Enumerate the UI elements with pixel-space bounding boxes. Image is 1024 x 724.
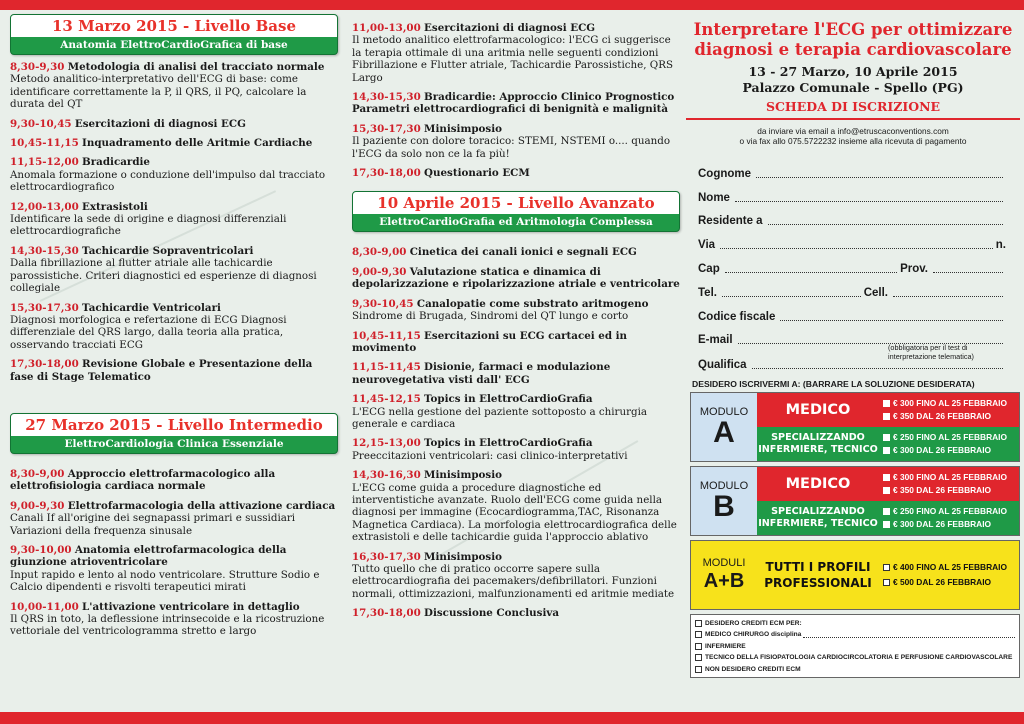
module-ab-price-early[interactable] — [883, 560, 1019, 575]
program-description: L'ECG come guida a procedure diagnostiche ed interventistiche avanzate. Ruolo dell'ECG come guida nella diagnosi per immagine (Ecocardiogramma,TAC, Risonanza Magnetica Cardiaca). La morfologia elettrocardiografica delle extrasistoli e delle tachicardie guida l'approccio ablativo — [352, 481, 677, 544]
program-item — [10, 500, 338, 537]
day1-header — [10, 14, 338, 55]
program-title: Canalopatie come substrato aritmogeno — [416, 297, 649, 310]
checkbox-icon[interactable] — [883, 521, 890, 528]
program-item — [352, 551, 680, 601]
via-field[interactable] — [698, 227, 1006, 251]
cognome-label: Cognome — [698, 167, 752, 180]
program-time: 10,45-11,15 — [352, 329, 421, 342]
price-text: € 350 DAL 26 FEBBRAIO — [893, 411, 992, 422]
program-time: 14,30-15,30 — [352, 91, 421, 104]
send-instructions-fax: o via fax allo 075.5722232 insieme alla ricevuta di pagamento — [739, 136, 967, 146]
program-time: 10,45-11,15 — [10, 137, 79, 150]
checkbox-icon[interactable] — [695, 643, 702, 650]
module-ab-profiles — [757, 541, 879, 609]
ecm-text: DESIDERO CREDITI ECM PER: — [705, 619, 802, 627]
checkbox-icon[interactable] — [883, 447, 890, 454]
cognome-line[interactable] — [756, 166, 1003, 178]
program-time: 8,30-9,30 — [10, 61, 65, 73]
program-title: Topics in ElettroCardioGrafia — [424, 393, 593, 406]
checkbox-icon[interactable] — [883, 400, 890, 407]
program-item — [10, 245, 338, 295]
program-title: Bradicardie: Approccio Clinico Prognostico Parametri elettrocardiografici di benignità e malignità — [352, 91, 675, 116]
program-title: Questionario ECM — [424, 167, 530, 180]
program-description: Preeccitazioni ventricolari: casi clinico-interpretativi — [352, 449, 628, 462]
discipline-line[interactable] — [803, 632, 1015, 638]
program-item — [352, 361, 680, 386]
program-description: Il paziente con dolore toracico: STEMI, NSTEMI o.... quando l'ECG da solo non ce la fa più! — [352, 135, 671, 160]
red-divider — [686, 118, 1020, 120]
cell-label: Cell. — [863, 286, 888, 299]
program-title: Tachicardie Sopraventricolari — [82, 244, 254, 257]
program-title: Esercitazioni di diagnosi ECG — [424, 22, 596, 34]
price-text: € 400 FINO AL 25 FEBBRAIO — [893, 562, 1008, 573]
program-time: 9,30-10,00 — [10, 543, 72, 556]
day3-subtitle: ElettroCardioGrafia ed Aritmologia Complessa — [379, 216, 653, 229]
ecm-option-want[interactable] — [695, 617, 1015, 629]
program-description: Identificare la sede di origine e diagnosi differenziali elettrocardiografiche — [10, 213, 287, 238]
nome-line[interactable] — [735, 190, 1003, 202]
program-title: Extrasistoli — [82, 200, 148, 213]
program-title: Minisimposio — [424, 469, 503, 482]
module-a-spec-label — [757, 427, 879, 461]
program-description: Il metodo analitico elettrofarmacologico: l'ECG ci suggerisce la terapia ottimale di una aritmia nelle seguenti condizioni Fibrillazione e Flutter atriale, Tachicardie Parossistiche, QRS Largo — [352, 34, 674, 84]
module-ab-label — [691, 541, 757, 609]
module-a-word: MODULO — [699, 406, 749, 419]
module-b-spec-label — [757, 501, 879, 535]
program-description: Diagnosi morfologica e refertazione di ECG Diagnosi differenziale del QRS largo, dalla teoria alla pratica, osservando tracciati ECG — [10, 313, 287, 351]
program-time: 17,30-18,00 — [352, 167, 421, 180]
tel-field[interactable] — [698, 275, 1006, 299]
program-time: 8,30-9,00 — [10, 467, 65, 480]
module-b-word: MODULO — [699, 480, 749, 493]
send-instructions — [686, 126, 1020, 146]
course-dates — [686, 64, 1020, 96]
module-b-spec-price-early[interactable] — [883, 505, 1019, 518]
program-time: 17,30-18,00 — [352, 607, 421, 620]
program-time: 14,30-15,30 — [10, 244, 79, 257]
program-description: Canali If all'origine dei segnapassi primari e sussidiari Variazioni della frequenza sinusale — [10, 512, 296, 537]
program-title: Disionie, farmaci e modulazione neurovegetativa visti dall' ECG — [352, 361, 611, 386]
program-item — [352, 266, 680, 291]
cell-line[interactable] — [893, 285, 1003, 297]
price-text: € 300 DAL 26 FEBBRAIO — [893, 445, 992, 456]
program-time: 8,30-9,00 — [352, 246, 407, 259]
program-title: Esercitazioni di diagnosi ECG — [74, 117, 246, 130]
checkbox-icon[interactable] — [695, 666, 702, 673]
module-a-medico-label: MEDICO — [785, 402, 851, 419]
ecm-text: MEDICO CHIRURGO disciplina — [705, 631, 802, 639]
program-time: 15,30-17,30 — [10, 301, 79, 314]
module-ab-price-late[interactable] — [883, 575, 1019, 590]
day3-header — [352, 191, 680, 232]
ecm-option-none[interactable] — [695, 664, 1015, 676]
checkbox-icon[interactable] — [883, 564, 890, 571]
checkbox-icon[interactable] — [695, 631, 702, 638]
program-description: Sindrome di Brugada, Sindromi del QT lungo e corto — [352, 310, 629, 323]
day2-program — [10, 468, 338, 638]
spec-line-1: SPECIALIZZANDO — [771, 432, 865, 444]
day1-program — [10, 61, 338, 383]
program-item — [10, 137, 338, 149]
program-time: 17,30-18,00 — [10, 358, 79, 371]
email-label: E-mail — [698, 334, 733, 347]
day2-title: 27 Marzo 2015 - Livello Intermedio — [11, 414, 337, 436]
module-a-medico-price-early[interactable] — [883, 397, 1019, 410]
ecm-option-tecnico[interactable] — [695, 652, 1015, 664]
checkbox-icon[interactable] — [695, 654, 702, 661]
nome-label: Nome — [698, 191, 730, 204]
day1-title: 13 Marzo 2015 - Livello Base — [11, 15, 337, 37]
qualifica-label: Qualifica — [698, 359, 747, 372]
program-title: Anatomia elettrofarmacologica della giunzione atrioventricolare — [10, 543, 287, 569]
program-time: 14,30-16,30 — [352, 469, 421, 482]
module-ab — [690, 540, 1020, 610]
module-a-letter: A — [713, 416, 735, 450]
cap-field[interactable] — [698, 251, 1006, 275]
checkbox-icon[interactable] — [883, 413, 890, 420]
program-title: Minisimposio — [424, 550, 503, 563]
module-b-specializzando — [757, 501, 1019, 535]
program-item — [352, 437, 680, 462]
form-heading: SCHEDA DI ISCRIZIONE — [765, 99, 941, 114]
module-ab-word: MODULI — [702, 557, 746, 570]
module-b — [690, 466, 1020, 536]
program-description: Tutto quello che di pratico occorre sapere sulla elettrocardiografia dei pacemakers/defibrillatori. Funzioni normali, ottimizzazioni, malfunzionamenti ed aritmie mediate — [352, 563, 675, 600]
checkbox-icon[interactable] — [883, 579, 890, 586]
price-text: € 300 FINO AL 25 FEBBRAIO — [893, 398, 1008, 409]
module-b-medico — [757, 467, 1019, 501]
program-time: 9,30-10,45 — [10, 117, 72, 130]
module-b-label — [691, 467, 757, 535]
profiles-line-1: TUTTI I PROFILI — [765, 560, 871, 575]
program-title: Minisimposio — [424, 122, 503, 135]
qualifica-line[interactable] — [752, 357, 1003, 369]
program-title: Revisione Globale e Presentazione della fase di Stage Telematico — [10, 358, 313, 383]
program-item — [352, 469, 680, 543]
price-text: € 500 DAL 26 FEBBRAIO — [893, 577, 992, 588]
email-note: (obbligatoria per il test di interpretazione telematica) — [888, 343, 974, 362]
program-time: 11,15-11,45 — [352, 361, 421, 374]
price-text: € 250 FINO AL 25 FEBBRAIO — [893, 432, 1008, 443]
program-time: 11,45-12,15 — [352, 393, 421, 406]
ecm-text: TECNICO DELLA FISIOPATOLOGIA CARDIOCIRCOLATORIA E PERFUSIONE CARDIOVASCOLARE — [705, 654, 1013, 662]
program-item — [352, 167, 680, 179]
cap-line[interactable] — [725, 261, 897, 273]
residente-label: Residente a — [698, 215, 763, 228]
program-description: L'ECG nella gestione del paziente sottoposto a chirurgia generale e cardiaca — [352, 405, 648, 430]
day2-program-continued — [352, 22, 680, 179]
program-item — [10, 156, 338, 193]
program-item — [352, 246, 680, 258]
program-time: 12,15-13,00 — [352, 437, 421, 450]
program-time: 12,00-13,00 — [10, 200, 79, 213]
day1-subtitle: Anatomia ElettroCardioGrafica di base — [60, 39, 288, 51]
ecm-credits-box — [690, 614, 1020, 678]
ecm-text: NON DESIDERO CREDITI ECM — [705, 666, 801, 674]
program-description: Dalla fibrillazione al flutter atriale alle tachicardie parossistiche. Criteri diagnostici ed esperienze di diagnosi collegiale — [10, 257, 317, 295]
program-time: 9,00-9,30 — [352, 265, 407, 278]
program-item — [352, 330, 680, 355]
column-left — [10, 14, 338, 645]
module-ab-letter: A+B — [703, 570, 745, 593]
module-a-medico-price-late[interactable] — [883, 410, 1019, 423]
nome-field[interactable] — [698, 180, 1006, 204]
program-time: 10,00-11,00 — [10, 600, 79, 613]
via-line[interactable] — [720, 237, 993, 249]
program-item — [10, 61, 338, 111]
program-title: L'attivazione ventricolare in dettaglio — [82, 600, 300, 613]
program-title: Approccio elettrofarmacologico alla elettrofisiologia cardiaca normale — [10, 467, 276, 493]
program-item — [352, 607, 680, 619]
module-a-spec-price-late[interactable] — [883, 444, 1019, 457]
checkbox-icon[interactable] — [883, 434, 890, 441]
day3-program — [352, 246, 680, 619]
spec-line-2: INFERMIERE, TECNICO — [758, 444, 878, 456]
program-description: Anomala formazione o conduzione dell'impulso dal tracciato elettrocardiografico — [10, 168, 326, 194]
program-item — [10, 118, 338, 130]
checkbox-icon[interactable] — [883, 474, 890, 481]
module-b-medico-price-late[interactable] — [883, 484, 1019, 497]
program-time: 11,00-13,00 — [352, 22, 421, 34]
codice-label: Codice fiscale — [698, 310, 776, 323]
module-b-medico-label: MEDICO — [785, 476, 851, 493]
course-title: Interpretare l'ECG per ottimizzare diagnosi e terapia cardiovascolare — [693, 20, 1013, 59]
program-title: Inquadramento delle Aritmie Cardiache — [82, 137, 313, 150]
program-time: 15,30-17,30 — [352, 122, 421, 135]
program-item — [352, 298, 680, 323]
program-item — [10, 358, 338, 383]
module-a-label — [691, 393, 757, 461]
program-title: Discussione Conclusiva — [424, 607, 560, 620]
price-text: € 300 FINO AL 25 FEBBRAIO — [893, 472, 1008, 483]
day2-subtitle: ElettroCardiologia Clinica Essenziale — [64, 437, 284, 450]
send-instructions-email: da inviare via email a info@etruscaconventions.com — [757, 126, 949, 136]
program-item — [352, 91, 680, 116]
ecm-option-infermiere[interactable] — [695, 641, 1015, 653]
day3-title: 10 Aprile 2015 - Livello Avanzato — [353, 192, 679, 214]
program-item — [352, 22, 680, 84]
residente-field[interactable] — [698, 204, 1006, 228]
registration-form — [686, 14, 1020, 678]
module-a — [690, 392, 1020, 462]
module-b-letter: B — [713, 490, 735, 524]
codice-field[interactable] — [698, 299, 1006, 323]
program-title: Tachicardie Ventricolari — [82, 301, 221, 314]
bottom-red-bar — [0, 712, 1024, 724]
numero-label: n. — [995, 239, 1006, 252]
course-location: Palazzo Comunale - Spello (PG) — [742, 80, 964, 95]
program-item — [10, 201, 338, 238]
day2-header — [10, 413, 338, 454]
prov-line[interactable] — [933, 261, 1003, 273]
column-middle — [352, 22, 680, 627]
tel-line[interactable] — [722, 285, 861, 297]
prov-label: Prov. — [900, 262, 928, 275]
program-title: Cinetica dei canali ionici e segnali ECG — [409, 246, 637, 259]
price-text: € 250 FINO AL 25 FEBBRAIO — [893, 506, 1008, 517]
price-text: € 300 DAL 26 FEBBRAIO — [893, 519, 992, 530]
program-title: Metodologia di analisi del tracciato normale — [67, 61, 325, 73]
checkbox-icon[interactable] — [883, 487, 890, 494]
price-text: € 350 DAL 26 FEBBRAIO — [893, 485, 992, 496]
program-title: Bradicardie — [82, 156, 150, 169]
checkbox-icon[interactable] — [695, 620, 702, 627]
program-description: Input rapido e lento al nodo ventricolare. Strutture Sodio e Calcio dipendenti e risvolti terapeutici mirati — [10, 568, 320, 594]
cognome-field[interactable] — [698, 156, 1006, 180]
program-item — [10, 302, 338, 352]
cap-label: Cap — [698, 262, 720, 275]
ecm-text: INFERMIERE — [705, 642, 746, 650]
program-description: Metodo analitico-interpretativo dell'ECG di base: come identificare correttamente la P, il QRS, il PQ, calcolare la durata del QT — [10, 73, 307, 111]
codice-line[interactable] — [780, 309, 1003, 321]
module-b-spec-price-late[interactable] — [883, 518, 1019, 531]
ecm-option-medico[interactable] — [695, 629, 1015, 641]
program-item — [10, 544, 338, 594]
program-time: 9,30-10,45 — [352, 297, 414, 310]
program-title: Elettrofarmacologia della attivazione cardiaca — [67, 499, 336, 512]
program-item — [10, 468, 338, 493]
module-choice-heading: DESIDERO ISCRIVERMI A: (BARRARE LA SOLUZIONE DESIDERATA) — [692, 379, 975, 390]
program-title: Topics in ElettroCardioGrafia — [424, 437, 593, 450]
program-title: Esercitazioni su ECG cartacei ed in movimento — [352, 329, 628, 354]
program-item — [352, 393, 680, 430]
module-a-spec-price-early[interactable] — [883, 431, 1019, 444]
personal-data-fields — [698, 156, 1006, 371]
residente-line[interactable] — [768, 213, 1003, 225]
program-title: Valutazione statica e dinamica di depolarizzazione e ripolarizzazione atriale e ventricolare — [352, 265, 680, 291]
course-date-range: 13 - 27 Marzo, 10 Aprile 2015 — [748, 64, 958, 79]
module-a-medico — [757, 393, 1019, 427]
checkbox-icon[interactable] — [883, 508, 890, 515]
program-item — [352, 123, 680, 160]
program-description: Il QRS in toto, la deflessione intrinsecoide e la ricostruzione vettoriale del ventricologramma stretto e largo — [10, 613, 325, 638]
program-item — [10, 601, 338, 638]
module-a-specializzando — [757, 427, 1019, 461]
program-time: 16,30-17,30 — [352, 550, 421, 563]
via-label: Via — [698, 239, 716, 252]
profiles-line-2: PROFESSIONALI — [764, 576, 872, 591]
tel-label: Tel. — [698, 286, 717, 299]
module-b-medico-price-early[interactable] — [883, 471, 1019, 484]
spec-line-1: SPECIALIZZANDO — [771, 506, 865, 518]
top-red-bar — [0, 0, 1024, 10]
spec-line-2: INFERMIERE, TECNICO — [758, 518, 878, 530]
program-time: 9,00-9,30 — [10, 499, 65, 512]
program-time: 11,15-12,00 — [10, 156, 79, 169]
